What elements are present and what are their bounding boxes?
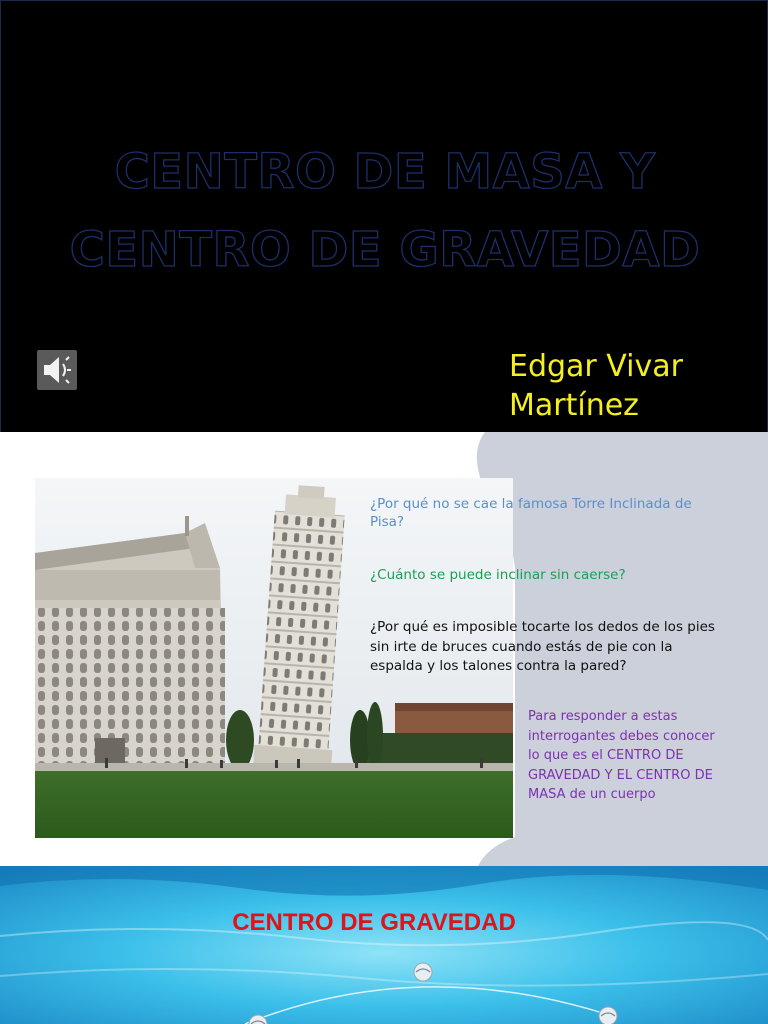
orbit-node-icon [413,962,433,982]
author-line-1: Edgar Vivar [509,349,683,384]
author-name [509,347,749,425]
slide-title [41,133,729,289]
answer-intro-text: Para responder a estas interrogantes debes conocer lo que es el CENTRO DE GRAVEDAD Y EL CENTRO DE MASA de un cuerpo [528,709,715,802]
gravity-center-slide [0,866,768,1024]
title-line-1: CENTRO DE MASA Y [114,144,656,200]
section-title: CENTRO DE GRAVEDAD [232,909,516,936]
author-line-2: Martínez [509,388,639,423]
orbit-node-icon [598,1006,618,1024]
question-leaning-tower: ¿Por qué no se cae la famosa Torre Inclinada de Pisa? [370,496,692,530]
questions-slide [0,432,768,866]
title-slide [0,0,768,432]
orbit-node-icon [248,1014,268,1024]
water-background [0,866,768,1024]
speaker-volume-icon[interactable] [37,350,77,390]
question-touch-toes: ¿Por qué es imposible tocarte los dedos de los pies sin irte de bruces cuando estás de pie con la espalda y los talones contra la pared? [370,619,715,674]
title-line-2: CENTRO DE GRAVEDAD [69,222,701,278]
question-tilt-limit: ¿Cuánto se puede inclinar sin caerse? [370,567,626,583]
